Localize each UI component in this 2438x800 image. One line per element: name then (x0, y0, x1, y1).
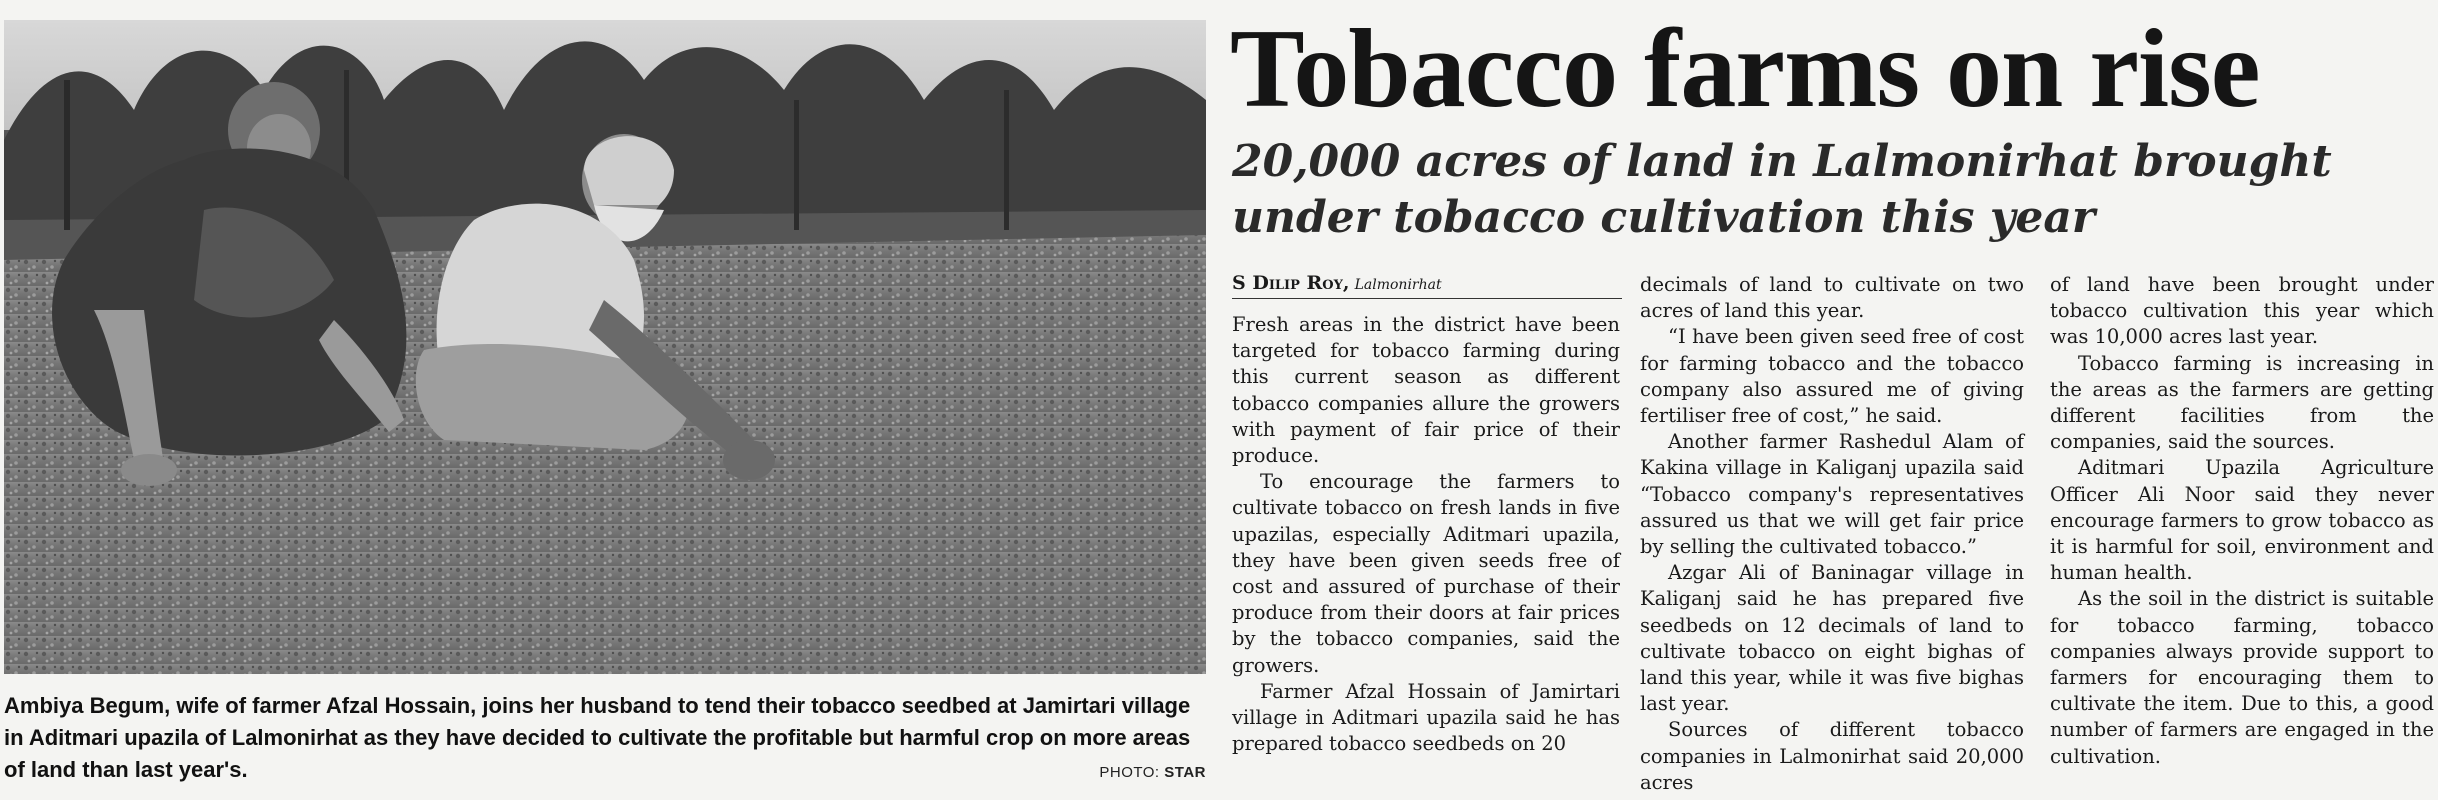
photo-credit-label: PHOTO: (1099, 764, 1160, 781)
paragraph: As the soil in the district is suitable for tobacco farming, tobacco companies always provide support to farmers for encouraging them to cultivate the item. Due to this, a good number of farmers are engaged in the cultivation. (2050, 587, 2434, 768)
paragraph: Fresh areas in the district have been targeted for tobacco farming during this current season as different tobacco companies allure the growers with payment of fair price of their produce. (1232, 313, 1620, 468)
paragraph: of land have been brought under tobacco cultivation this year which was 10,000 acres last year. (2050, 273, 2434, 349)
photo-credit (1099, 764, 1206, 781)
article-column-1 (1232, 312, 1620, 757)
byline-author: S Dilip Roy, (1232, 272, 1350, 294)
headline: Tobacco farms on rise (1230, 7, 2260, 131)
paragraph: Azgar Ali of Baninagar village in Kaliganj said he has prepared five seedbeds on 12 decimals of land to cultivate tobacco on eight bighas of land this year, while it was five bighas last year. (1640, 561, 2024, 716)
paragraph: Tobacco farming is increasing in the areas as the farmers are getting different facilities from the companies, said the sources. (2050, 351, 2434, 454)
photo-caption: Ambiya Begum, wife of farmer Afzal Hossain, joins her husband to tend their tobacco seedbed at Jamirtari village in Aditmari upazila of Lalmonirhat as they have decided to cultivate the profitable but harmful crop on more areas of land than last year's. (4, 693, 1191, 782)
photo-credit-source: STAR (1164, 764, 1206, 781)
paragraph: To encourage the farmers to cultivate tobacco on fresh lands in five upazilas, especially Aditmari upazila, they have been given seeds free of cost and assured of purchase of their produce from their doors at fair prices by the tobacco companies, said the growers. (1232, 470, 1620, 677)
paragraph: decimals of land to cultivate on two acres of land this year. (1640, 273, 2024, 323)
paragraph: Another farmer Rashedul Alam of Kakina village in Kaliganj upazila said “Tobacco company's representatives assured us that we will get fair price by selling the cultivated tobacco.” (1640, 430, 2024, 559)
article-column-2 (1640, 272, 2024, 796)
news-photo (4, 20, 1206, 674)
byline (1232, 272, 1622, 299)
subheadline: 20,000 acres of land in Lalmonirhat brought under tobacco cultivation this year (1232, 136, 2332, 243)
photo-scene (4, 20, 1206, 674)
paragraph: Sources of different tobacco companies in Lalmonirhat said 20,000 acres (1640, 718, 2024, 794)
byline-location: Lalmonirhat (1354, 277, 1442, 293)
article-column-3 (2050, 272, 2434, 770)
paragraph: “I have been given seed free of cost for farming tobacco and the tobacco company also assured me of giving fertiliser free of cost,” he said. (1640, 325, 2024, 428)
paragraph: Aditmari Upazila Agriculture Officer Ali Noor said they never encourage farmers to grow tobacco as it is harmful for soil, environment and human health. (2050, 456, 2434, 585)
paragraph: Farmer Afzal Hossain of Jamirtari village in Aditmari upazila said he has prepared tobacco seedbeds on 20 (1232, 679, 1620, 756)
